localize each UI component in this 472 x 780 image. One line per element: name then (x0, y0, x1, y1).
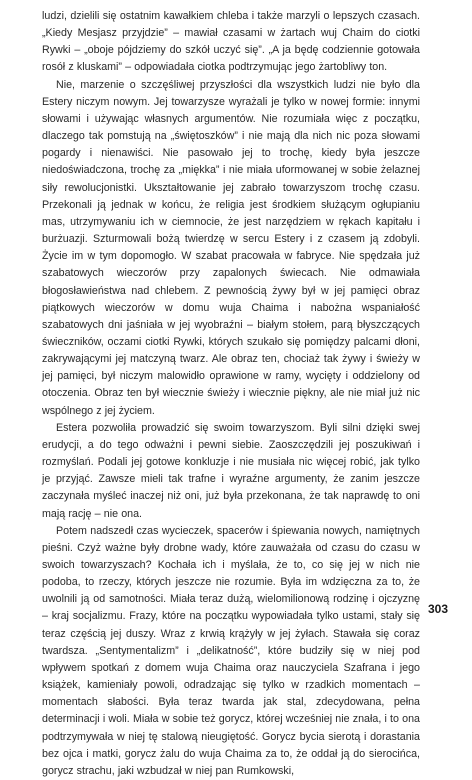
paragraph-2: Nie, marzenie o szczęśliwej przyszłości dla wszystkich ludzi nie było dla Estery niczym nowym. Jej towarzysze wyrażali je tylko w nowej formie: innymi słowami i używając własnych argumentów. Nie rozumiała więc z początku, dlaczego tak pomstują na „świętoszków” i nie mają dla nich nic poza słowami pogardy i nienawiści. Nie pasowało jej to trochę, kiedy była jeszcze niedoświadczona, trochę za „miękka” i nie miała uformowanej w sobie żelaznej siły rewolucjonistki. Ukształtowanie jej zabrało towarzyszom trochę czasu. Przekonali ją jednak w końcu, że religia jest środkiem służącym ogłupianiu mas, utrzymywaniu ich w ciemnocie, że jest narzędziem w rękach kapitału i burżuazji. Szturmowali bożą twierdzę w sercu Estery i z czasem ją zdobyli. Życie im w tym dopomogło. W szabat pracowała w fabryce. Nie spędzała już szabatowych wieczorów przy zapalonych świecach. Nie odmawiała błogosławieństwa nad chlebem. Z pewnością żywy był w jej pamięci obraz piątkowych wieczorów w domu wuja Chaima i nabożna wspaniałość szabatowych dni jaśniała w jej wyobraźni – białym stołem, parą błyszczących świeczników, oczami ciotki Rywki, których szukało się pomiędzy palcami dłoni, zakrywającymi jej matczyną twarz. Ale obraz ten, chociaż tak żywy i świeży w jej pamięci, był niczym malowidło oprawione w ramy, wycięty i oddzielony od otoczenia. Obraz ten był wiecznie świeży i wiecznie piękny, ale nie miał już nic wspólnego z jej życiem. (42, 78, 420, 417)
page-body (42, 8, 420, 780)
paragraph-3: Estera pozwoliła prowadzić się swoim towarzyszom. Byli silni dzięki swej erudycji, a do tego odważni i pewni siebie. Zaoszczędzili jej poszukiwań i rozmyślań. Podali jej gotowe konkluzje i nie musiała nic więcej robić, jak tylko je przyjąć. Zawsze mieli tak trafne i wyraźne argumenty, że zanim jeszcze zaczynała myśleć inaczej niż oni, już była przekonana, że tak naprawdę to oni mają rację – nie ona. (42, 421, 420, 520)
paragraph-1: ludzi, dzielili się ostatnim kawałkiem chleba i także marzyli o lepszych czasach. „Kiedy Mesjasz przyjdzie” – mawiał czasami w żartach wuj Chaim do ciotki Rywki – „oboje pójdziemy do szkół uczyć się”. „A ja będę codziennie gotowała rosół z kluskami” – odpowiadała ciotka podtrzymując jego żartobliwy ton. (42, 10, 420, 74)
paragraph-4: Potem nadszedł czas wycieczek, spacerów i śpiewania nowych, namiętnych pieśni. Czyż ważne były drobne wady, które zauważała od czasu do czasu w swoich towarzyszach? Kochała ich i myślała, że to, co się jej w nich nie podoba, to rzeczy, których jeszcze nie rozumie. Była im wdzięczna za to, że uwolnili ją od samotności. Miała teraz dużą, wielomilionową rodzinę i ojczyznę – kraj socjalizmu. Frazy, które na początku wypowiadała tylko ustami, stały się teraz częścią jej duszy. Wraz z krwią krążyły w jej żyłach. Stawała się coraz twardsza. „Sentymentalizm” i „delikatność”, które budziły się w niej pod wpływem spotkań z domem wuja Chaima oraz nauczyciela Szafrana i jego książek, kamieniały powoli, odradzając się tylko w rzadkich momentach – momentach słabości. Była teraz twarda jak stal, zdecydowana, pełna determinacji i woli. Miała w sobie też gorycz, której wcześniej nie znała, i to ona podtrzymywała w niej tę stalową nieugiętość. Gorycz bycia sierotą i dorastania bez ojca i matki, gorycz żalu do wuja Chaima za to, że oddał ją do sierocińca, gorycz strachu, jaki wzbudzał w niej pan Rumkowski, (42, 524, 420, 777)
page-number: 303 (428, 602, 449, 616)
